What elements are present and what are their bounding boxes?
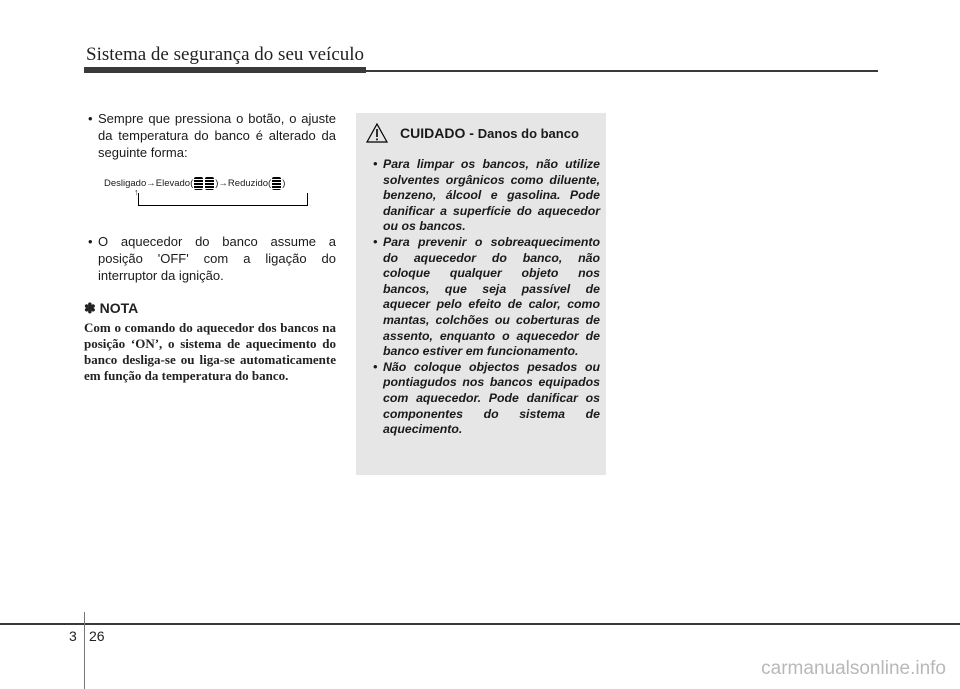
list-item: • Para prevenir o sobreaquecimento do aquecedor do banco, não coloque qualquer objeto nos bancos, que seja passível de aquecer pelo efeito de calor, como mantas, colchões ou coberturas de assento, enquanto o aquecedor de banco estiver em funcionamento. bbox=[373, 234, 600, 359]
cycle-return-arrow-icon: ↑ bbox=[134, 187, 139, 197]
seat-heat-high-icon bbox=[194, 177, 203, 190]
warning-triangle-icon bbox=[366, 123, 388, 143]
bullet-item: • O aquecedor do banco assume a posição 'OFF' com a ligação do interruptor da ignição. bbox=[88, 234, 336, 283]
bullet-item: • Sempre que pressiona o botão, o ajuste da temperatura do banco é alterado da seguinte forma: bbox=[88, 111, 336, 160]
cycle-return-line bbox=[138, 193, 308, 206]
footer-divider bbox=[84, 612, 85, 689]
page-header-title: Sistema de segurança do seu veículo bbox=[86, 44, 365, 65]
heater-cycle-text: Desligado→Elevado( )→Reduzido( ) bbox=[104, 178, 286, 190]
seat-heat-high-icon bbox=[205, 177, 214, 190]
note-heading: ✽ NOTA bbox=[84, 300, 139, 316]
header-rule-thick bbox=[84, 67, 366, 73]
seat-heat-low-icon bbox=[272, 177, 281, 190]
heater-cycle-diagram bbox=[84, 171, 336, 227]
caution-box bbox=[356, 113, 606, 475]
header-rule-thin bbox=[366, 70, 878, 72]
left-column bbox=[84, 110, 336, 384]
note-star-icon: ✽ bbox=[84, 300, 96, 316]
caution-title: CUIDADO - Danos do banco bbox=[400, 125, 579, 141]
footer-rule bbox=[0, 623, 960, 625]
watermark: carmanualsonline.info bbox=[761, 658, 946, 679]
chapter-number: 3 bbox=[69, 628, 77, 644]
list-item: • Não coloque objectos pesados ou pontiagudos nos bancos equipados com aquecedor. Pode danificar os componentes do sistema de aquecimento. bbox=[373, 359, 600, 437]
caution-list bbox=[366, 157, 600, 438]
page-number: 26 bbox=[89, 628, 105, 644]
list-item: • Para limpar os bancos, não utilize solventes orgânicos como diluente, benzeno, álcool e gasolina. Pode danificar a superfície do aquecedor ou os bancos. bbox=[373, 157, 600, 234]
note-body: Com o comando do aquecedor dos bancos na posição ‘ON’, o sistema de aquecimento do banco desliga-se ou liga-se automaticamente em função da temperatura do banco. bbox=[84, 320, 336, 383]
